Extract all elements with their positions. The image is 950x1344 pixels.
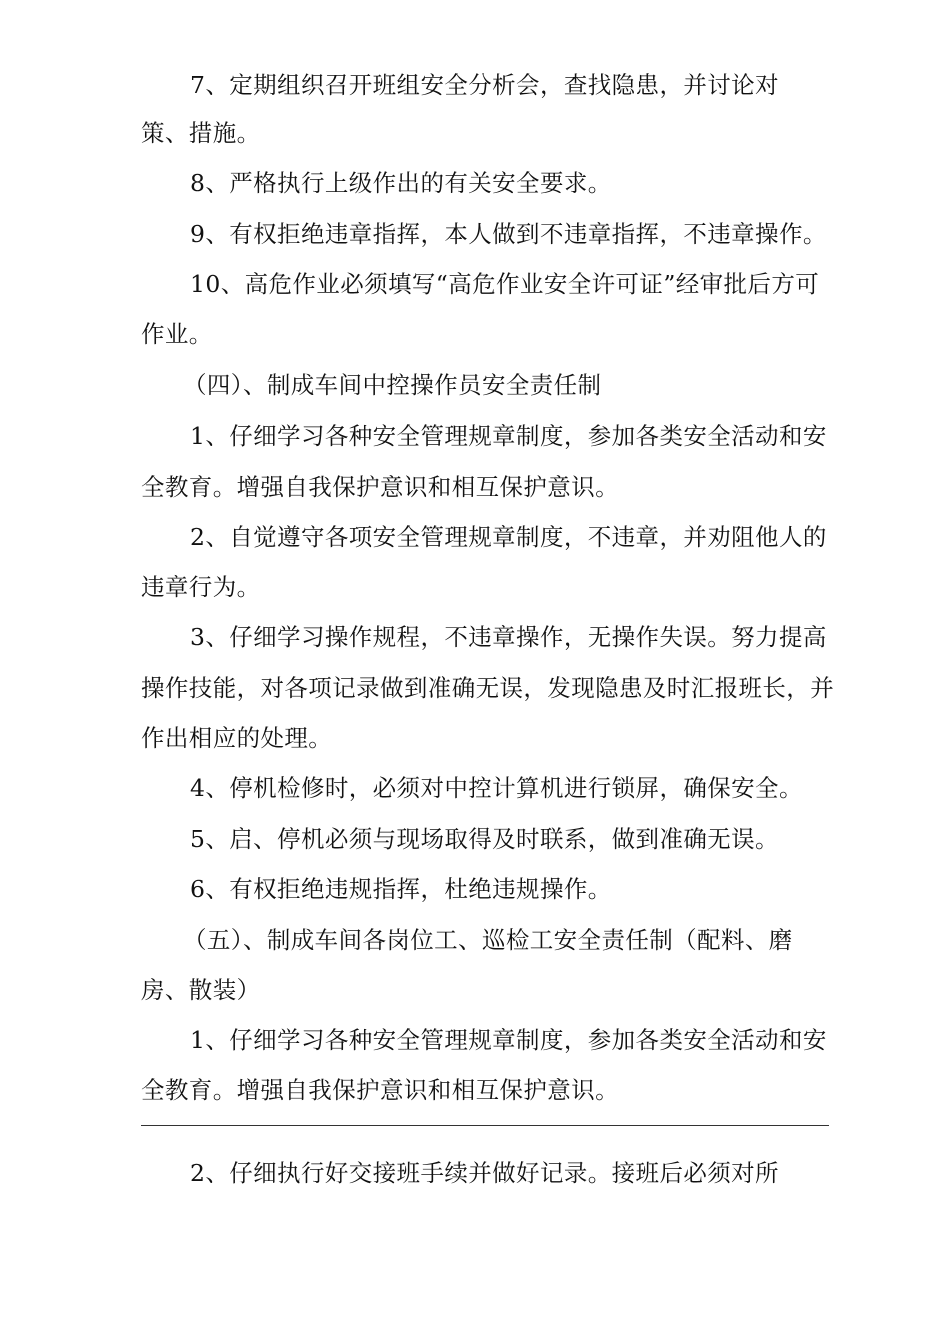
paragraph-item-7-line-1: 7、定期组织召开班组安全分析会，查找隐患，并讨论对 — [190, 71, 779, 99]
section-5-item-1-line-1: 1、仔细学习各种安全管理规章制度，参加各类安全活动和安 — [190, 1026, 827, 1054]
section-4-item-2-line-2: 违章行为。 — [141, 573, 261, 601]
section-4-item-5: 5、启、停机必须与现场取得及时联系，做到准确无误。 — [190, 825, 779, 853]
paragraph-item-10-line-2: 作业。 — [141, 320, 213, 348]
paragraph-item-10-line-1: 10、高危作业必须填写“高危作业安全许可证”经审批后方可 — [190, 270, 820, 298]
section-heading-5-line-1: （五）、制成车间各岗位工、巡检工安全责任制（配料、磨 — [183, 926, 793, 954]
paragraph-item-8: 8、严格执行上级作出的有关安全要求。 — [190, 169, 612, 197]
paragraph-item-7-line-2: 策、措施。 — [141, 119, 261, 147]
section-5-item-1-line-2: 全教育。增强自我保护意识和相互保护意识。 — [141, 1076, 619, 1104]
section-heading-4: （四）、制成车间中控操作员安全责任制 — [183, 371, 602, 399]
section-4-item-6: 6、有权拒绝违规指挥，杜绝违规操作。 — [190, 875, 612, 903]
section-5-item-2-line-1: 2、仔细执行好交接班手续并做好记录。接班后必须对所 — [190, 1159, 779, 1187]
section-4-item-4: 4、停机检修时，必须对中控计算机进行锁屏，确保安全。 — [190, 774, 803, 802]
section-4-item-1-line-2: 全教育。增强自我保护意识和相互保护意识。 — [141, 473, 619, 501]
section-4-item-3-line-2: 操作技能，对各项记录做到准确无误，发现隐患及时汇报班长，并 — [141, 674, 835, 702]
section-4-item-3-line-1: 3、仔细学习操作规程，不违章操作，无操作失误。努力提高 — [190, 623, 827, 651]
paragraph-item-9: 9、有权拒绝违章指挥，本人做到不违章指挥，不违章操作。 — [190, 220, 827, 248]
section-4-item-2-line-1: 2、自觉遵守各项安全管理规章制度，不违章，并劝阻他人的 — [190, 523, 827, 551]
page-divider — [141, 1125, 829, 1126]
section-heading-5-line-2: 房、散装） — [141, 976, 261, 1004]
section-4-item-3-line-3: 作出相应的处理。 — [141, 724, 333, 752]
section-4-item-1-line-1: 1、仔细学习各种安全管理规章制度，参加各类安全活动和安 — [190, 422, 827, 450]
